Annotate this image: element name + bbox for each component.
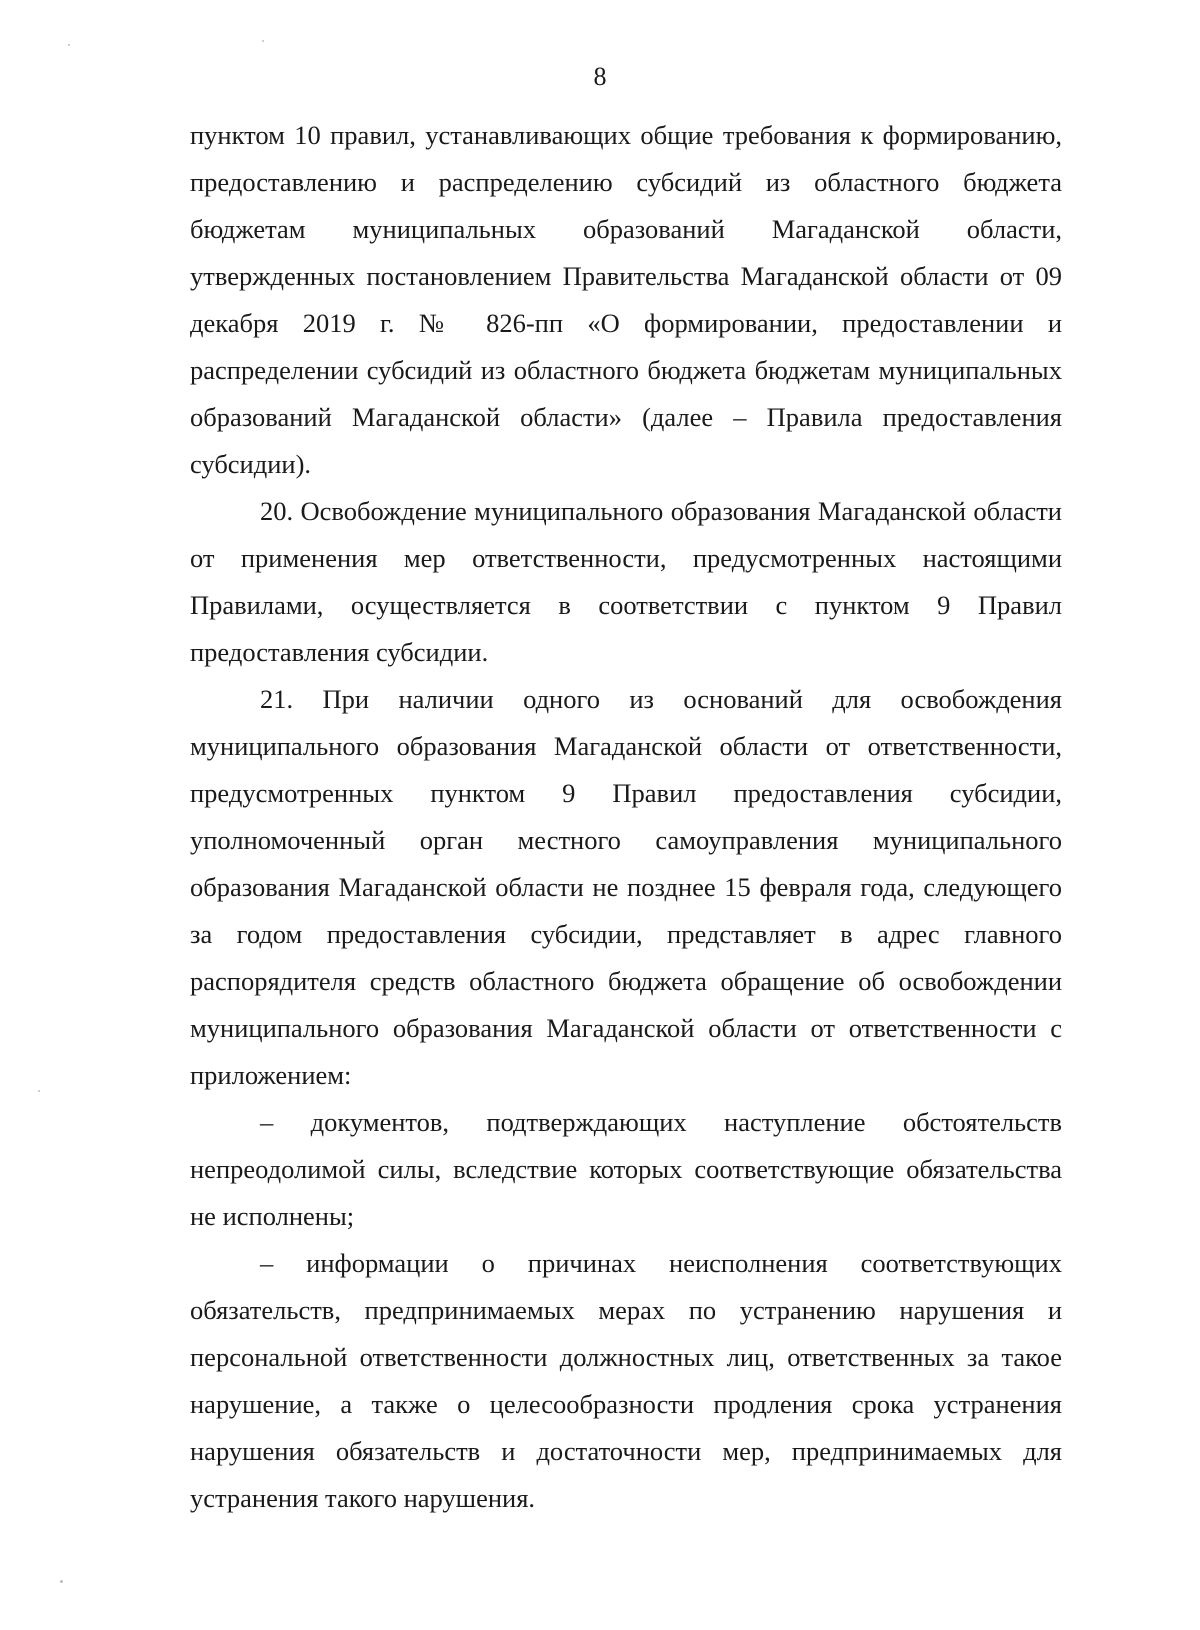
list-item-information: – информации о причинах неисполнения соответствующих обязательств, предпринимаемых мерах по устранению нарушения и персональной ответственности должностных лиц, ответственных за такое нарушение, а также о целесообразности продления срока устранения нарушения обязательств и достаточности мер, предпринимаемых для устранения такого нарушения. (190, 1248, 1062, 1513)
paragraph-21: 21. При наличии одного из оснований для освобождения муниципального образования Магаданской области от ответственности, предусмотренных пунктом 9 Правил предоставления субсидии, уполномоченный орган местного самоуправления муниципального образования Магаданской области не позднее 15 февраля года, следующего за годом предоставления субсидии, представляет в адрес главного распорядителя средств областного бюджета обращение об освобождении муниципального образования Магаданской области от ответственности с приложением: (190, 684, 1062, 1090)
list-item-documents: – документов, подтверждающих наступление обстоятельств непреодолимой силы, вследствие которых соответствующие обязательства не исполнены; (190, 1107, 1062, 1231)
scan-speck (262, 40, 264, 42)
document-body (190, 112, 1062, 1522)
scan-speck (60, 1580, 63, 1583)
scan-speck (68, 44, 70, 46)
page-number: 8 (593, 62, 607, 91)
scan-speck (38, 1090, 40, 1092)
paragraph-20: 20. Освобождение муниципального образования Магаданской области от применения мер ответственности, предусмотренных настоящими Правилами, осуществляется в соответствии с пунктом 9 Правил предоставления субсидии. (190, 496, 1062, 667)
paragraph-continuation: пунктом 10 правил, устанавливающих общие требования к формированию, предоставлению и распределению субсидий из областного бюджета бюджетам муниципальных образований Магаданской области, утвержденных постановлением Правительства Магаданской области от 09 декабря 2019 г. № 826-пп «О формировании, предоставлении и распределении субсидий из областного бюджета бюджетам муниципальных образований Магаданской области» (далее – Правила предоставления субсидии). (190, 120, 1062, 479)
